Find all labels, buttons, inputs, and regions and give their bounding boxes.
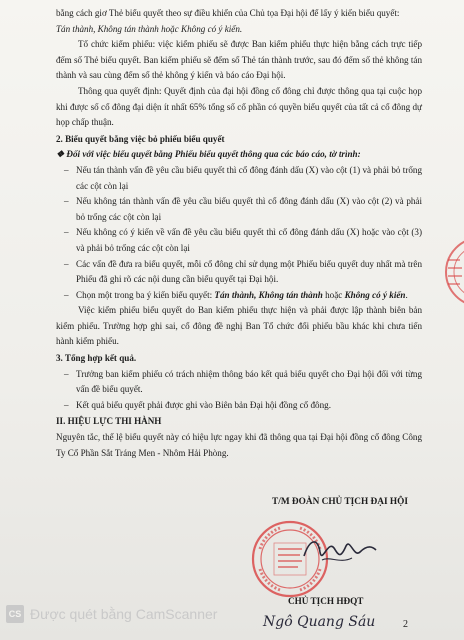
effectiveness-paragraph: Nguyên tắc, thể lệ biểu quyết này có hiệu lực ngay khi đã thông qua tại Đại hội đồng cổ đông Công Ty Cổ Phần Sắt Tráng Men - Nhôm Hải Phòng.: [56, 432, 422, 458]
signature-name: Ngô Quang Sáu: [263, 614, 376, 630]
result-item-2: – Kết quả biểu quyết phải được ghi vào Biên bản Đại hội đồng cổ đông.: [56, 398, 422, 414]
voting-rule-1: – Nếu tán thành vấn đề yêu cầu biểu quyết thì cổ đông đánh dấu (X) vào cột (1) và phải bỏ trống các cột còn lại: [56, 163, 422, 194]
document-body: [56, 6, 422, 461]
voting-choice: [56, 288, 422, 304]
counting-paragraph: Tổ chức kiểm phiếu: việc kiểm phiếu sẽ được Ban kiểm phiếu thực hiện bằng cách trực tiếp đếm số Thẻ biểu quyết. Ban kiểm phiếu sẽ đếm số Thẻ tán thành trước, sau đó đếm số thẻ không tán thành và sau cùng đếm số thẻ không ý kiến và báo cáo Đại hội.: [56, 39, 422, 81]
voting-choice-options: Tán thành, Không tán thành: [214, 289, 323, 300]
voting-choice-end: .: [405, 289, 408, 300]
signature-title: T/M ĐOÀN CHỦ TỊCH ĐẠI HỘI: [272, 497, 408, 507]
signature-block: [240, 497, 440, 507]
watermark-text: Được quét bằng CamScanner: [30, 606, 218, 622]
camscanner-logo-icon: CS: [6, 605, 24, 623]
voting-choice-prefix: Chọn một trong ba ý kiến biểu quyết:: [76, 289, 215, 300]
section-3-heading: 3. Tổng hợp kết quả.: [56, 353, 137, 364]
voting-choice-last: Không có ý kiến: [344, 289, 406, 300]
intro-line-1: bằng cách giơ Thẻ biểu quyết theo sự điều khiển của Chủ tọa Đại hội để lấy ý kiến biểu quyết:: [56, 8, 400, 18]
signature-role: CHỦ TỊCH HĐQT: [288, 596, 364, 606]
page-edge-stamp-icon: [440, 232, 464, 312]
handwritten-signature-icon: [300, 530, 380, 570]
section-2-heading: 2. Biểu quyết bằng việc bỏ phiếu biểu quyết: [56, 133, 225, 144]
voting-rule-3: – Nếu không có ý kiến về vấn đề yêu cầu biểu quyết thì cổ đông đánh dấu (X) hoặc vào cột (3) và phải bỏ trống các cột còn lại: [56, 225, 422, 256]
intro-line-2: Tán thành, Không tán thành hoặc Không có ý kiến.: [56, 23, 243, 34]
ballot-counting-paragraph: Việc kiểm phiếu biểu quyết do Ban kiểm phiếu thực hiện và phải được lập thành biên bản kiểm phiếu. Trường hợp ghi sai, cổ đông đề nghị Ban Tổ chức đổi phiếu bầu khác khi chưa tiến hành kiểm phiếu.: [56, 305, 422, 347]
result-item-1: – Trưởng ban kiểm phiếu có trách nhiệm thông báo kết quả biểu quyết cho Đại hội đối với từng vấn đề biểu quyết.: [56, 367, 422, 398]
voting-rule-4: – Các vấn đề đưa ra biểu quyết, mỗi cổ đông chỉ sử dụng một Phiếu biểu quyết duy nhất mà trên Phiếu đã ghi rõ các nội dung cần biểu quyết tại Đại hội.: [56, 257, 422, 288]
page-number: 2: [403, 619, 408, 630]
decision-paragraph: Thông qua quyết định: Quyết định của đại hội đồng cổ đông chỉ được thông qua tại cuộc họp khi được số cổ đông đại diện ít nhất 65% tổng số cổ phần có quyền biểu quyết của tất cả cổ đông dự họp chấp thuận.: [56, 85, 422, 128]
voting-choice-or: hoặc: [322, 289, 345, 300]
voting-rule-2: – Nếu không tán thành vấn đề yêu cầu biểu quyết thì cổ đông đánh dấu (X) vào cột (2) và phải bỏ trống các cột còn lại: [56, 194, 422, 225]
scanner-watermark: [6, 605, 217, 623]
section-ii-heading: II. HIỆU LỰC THI HÀNH: [56, 416, 162, 427]
section-2-subheading: ❖ Đối với việc biểu quyết bằng Phiếu biểu quyết thông qua các báo cáo, tờ trình:: [56, 149, 361, 160]
